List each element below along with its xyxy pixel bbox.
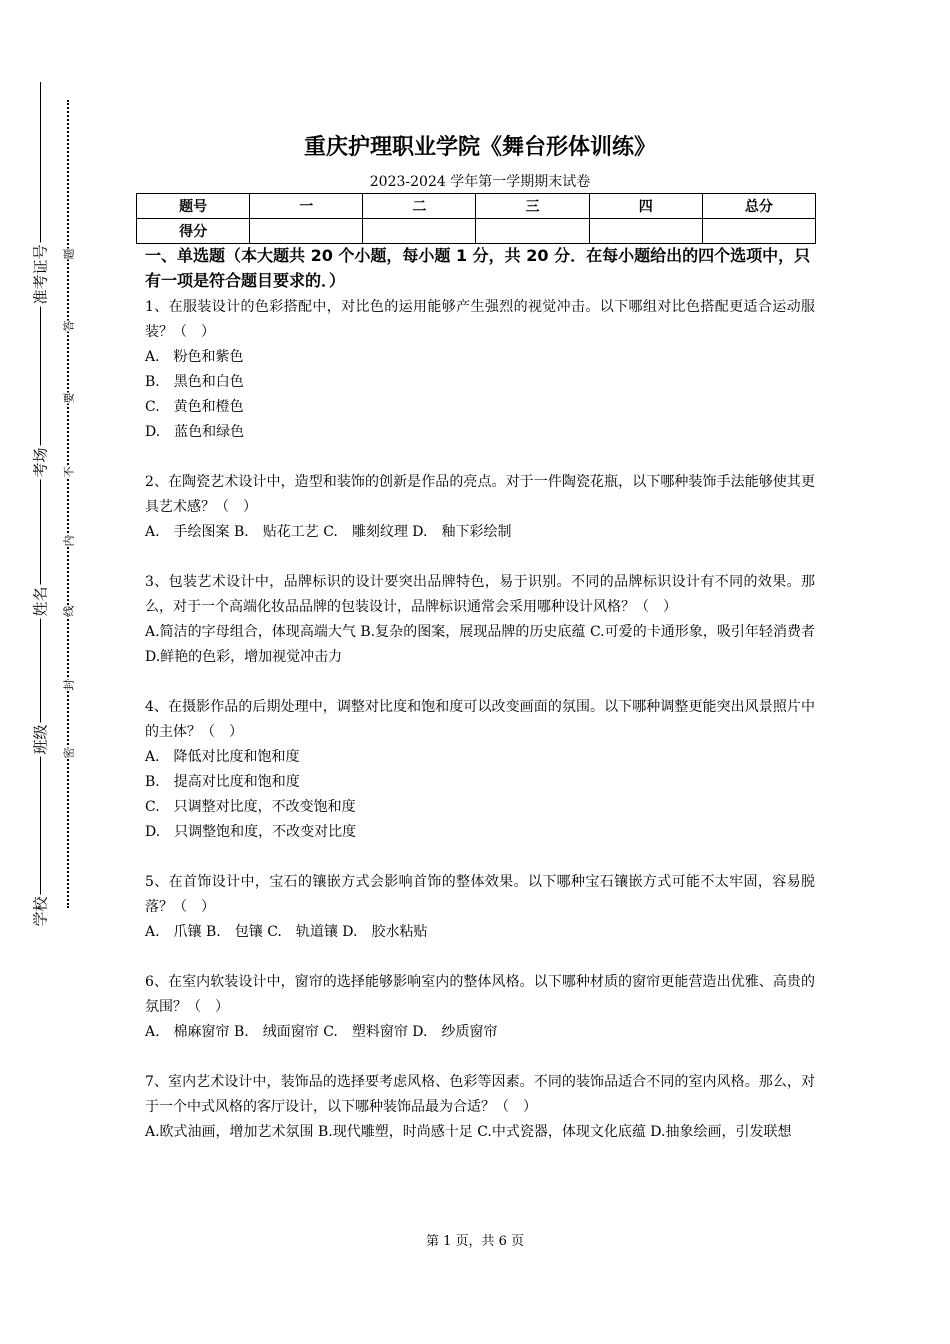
field-exam-room: 考场 [31,447,50,478]
seal-char: 不 [58,462,78,482]
score-header-cell: 二 [363,194,476,219]
question [145,470,815,545]
question-option: A. 手绘图案 B. 贴花工艺 C. 雕刻纹理 D. 釉下彩绘制 [145,524,512,540]
field-exam-id: 准考证号 [31,244,50,305]
score-header-cell: 三 [476,194,589,219]
exam-content [145,243,815,1145]
score-cell [702,219,815,244]
question-option: A.欧式油画，增加艺术氛围 B.现代雕塑，时尚感十足 C.中式瓷器，体现文化底蕴 D.抽象绘画，引发联想 [145,1124,792,1140]
question-option: A.简洁的字母组合，体现高端大气 B.复杂的图案，展现品牌的历史底蕴 C.可爱的卡通形象，吸引年轻消费者 D.鲜艳的色彩，增加视觉冲击力 [145,624,815,665]
question-stem: 6、在室内软装设计中，窗帘的选择能够影响室内的整体风格。以下哪种材质的窗帘更能营造出优雅、高贵的氛围？（ ） [145,974,815,1015]
section-heading: 一、单选题（本大题共 20 个小题，每小题 1 分，共 20 分．在每小题给出的四个选项中，只有一项是符合题目要求的．） [145,246,811,290]
score-cell [250,219,363,244]
seal-char: 密 [58,743,78,763]
score-header-cell: 题号 [137,194,250,219]
page-number: 第 1 页，共 6 页 [425,1234,525,1249]
question [145,570,815,670]
question-option: D. 蓝色和绿色 [145,424,245,440]
question [145,295,815,445]
question-option: A. 棉麻窗帘 B. 绒面窗帘 C. 塑料窗帘 D. 纱质窗帘 [145,1024,498,1040]
question-option: B. 黑色和白色 [145,374,244,390]
question-option: A. 爪镶 B. 包镶 C. 轨道镶 D. 胶水粘贴 [145,924,428,940]
score-cell [476,219,589,244]
score-header-cell: 一 [250,194,363,219]
seal-char: 答 [58,316,78,336]
score-table-header-row [137,194,816,219]
question-option: C. 黄色和橙色 [145,399,244,415]
field-name: 姓名 [31,586,50,617]
exam-title: 重庆护理职业学院《舞台形体训练》 [303,135,656,160]
question-option: A. 粉色和紫色 [145,349,244,365]
field-school: 学校 [31,896,50,927]
question [145,695,815,845]
question [145,1070,815,1145]
binding-solid-line [40,82,41,926]
seal-char: 题 [58,244,78,264]
seal-char: 要 [58,388,78,408]
seal-char: 内 [58,531,78,551]
score-table-score-row [137,219,816,244]
exam-subtitle: 2023-2024 学年第一学期期末试卷 [369,174,591,190]
question-option: A. 降低对比度和饱和度 [145,749,300,765]
question-option: D. 只调整饱和度，不改变对比度 [145,824,357,840]
question-stem: 7、室内艺术设计中，装饰品的选择要考虑风格、色彩等因素。不同的装饰品适合不同的室内风格。那么，对于一个中式风格的客厅设计，以下哪种装饰品最为合适？（ ） [145,1074,815,1115]
score-cell [589,219,702,244]
question-stem: 5、在首饰设计中，宝石的镶嵌方式会影响首饰的整体效果。以下哪种宝石镶嵌方式可能不太牢固，容易脱落？（ ） [145,874,815,915]
binding-dotted-line [67,100,69,908]
question-stem: 3、包装艺术设计中，品牌标识的设计要突出品牌特色，易于识别。不同的品牌标识设计有不同的效果。那么，对于一个高端化妆品品牌的包装设计，品牌标识通常会采用哪种设计风格？（ ） [145,574,815,615]
score-header-cell: 四 [589,194,702,219]
binding-margin [0,0,110,1344]
question-option: C. 只调整对比度，不改变饱和度 [145,799,356,815]
question [145,870,815,945]
score-header-cell: 总分 [702,194,815,219]
question-stem: 4、在摄影作品的后期处理中，调整对比度和饱和度可以改变画面的氛围。以下哪种调整更能突出风景照片中的主体？（ ） [145,699,815,740]
question-option: B. 提高对比度和饱和度 [145,774,300,790]
question-stem: 2、在陶瓷艺术设计中，造型和装饰的创新是作品的亮点。对于一件陶瓷花瓶，以下哪种装饰手法能够使其更具艺术感？（ ） [145,474,815,515]
score-cell [363,219,476,244]
question-stem: 1、在服装设计的色彩搭配中，对比色的运用能够产生强烈的视觉冲击。以下哪组对比色搭配更适合运动服装？（ ） [145,299,815,340]
score-table [136,193,816,244]
seal-char: 线 [58,601,78,621]
score-row-label: 得分 [137,219,250,244]
seal-char: 封 [58,675,78,695]
field-class: 班级 [31,724,50,755]
question [145,970,815,1045]
